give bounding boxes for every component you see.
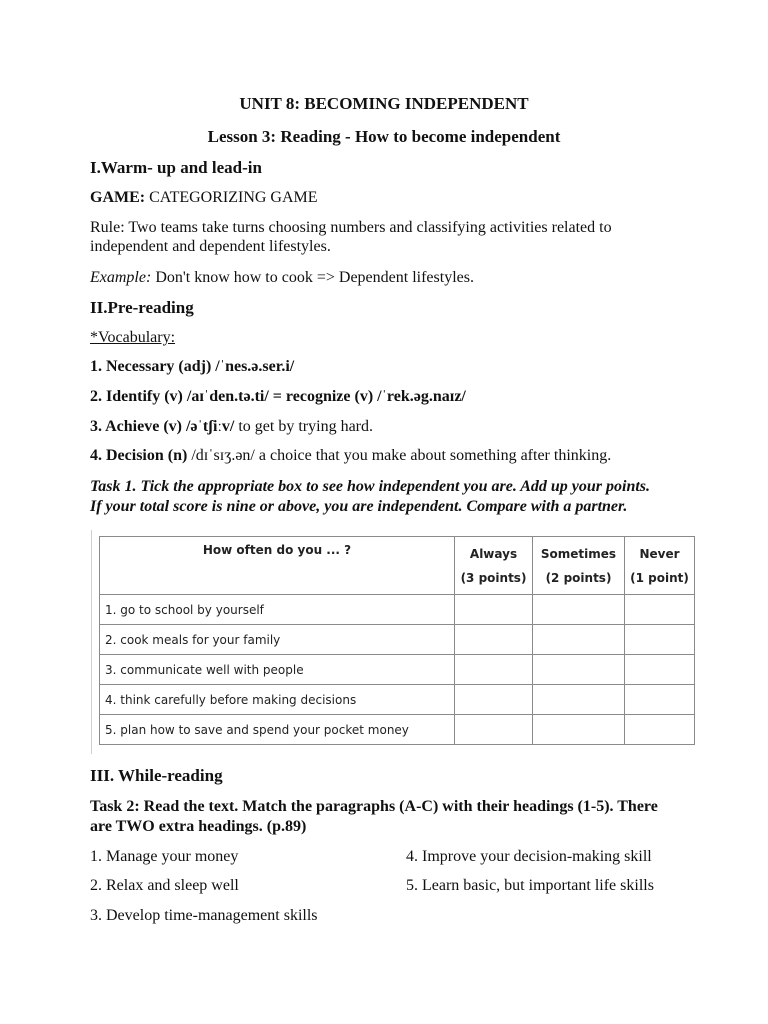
activity-cell: 3. communicate well with people — [100, 655, 455, 685]
task1-instruction-line-1: Task 1. Tick the appropriate box to see how independent you are. Add up your points. — [90, 478, 651, 495]
activity-cell: 4. think carefully before making decisions — [100, 685, 455, 715]
tick-box-never[interactable] — [625, 685, 695, 715]
section-warm-up-heading: I.Warm- up and lead-in — [90, 158, 262, 177]
heading-option: 2. Relax and sleep well — [90, 877, 239, 894]
vocab-definition: /dɪˈsɪʒ.ən/ a choice that you make about something after thinking. — [187, 447, 612, 464]
heading-option: 3. Develop time-management skills — [90, 907, 318, 924]
tick-box-never[interactable] — [625, 625, 695, 655]
tick-box-never[interactable] — [625, 655, 695, 685]
vocab-term: 3. Achieve (v) /əˈtʃiːv/ — [90, 418, 235, 435]
task1-instruction-line-2: If your total score is nine or above, you are independent. Compare with a partner. — [90, 498, 628, 515]
example-label: Example: — [90, 269, 152, 286]
activity-cell: 1. go to school by yourself — [100, 595, 455, 625]
game-label: GAME: — [90, 189, 146, 206]
section-while-reading-heading: III. While-reading — [90, 766, 223, 785]
task2-instruction-line-2: are TWO extra headings. (p.89) — [90, 818, 307, 835]
example-line — [90, 268, 474, 288]
section-pre-reading-heading: II.Pre-reading — [90, 298, 194, 317]
tick-box-always[interactable] — [455, 595, 533, 625]
tick-box-never[interactable] — [625, 715, 695, 745]
vocab-term: 1. Necessary (adj) /ˈnes.ə.ser.i/ — [90, 358, 295, 375]
column-label: Never — [639, 546, 680, 561]
vocab-item — [90, 357, 294, 377]
lesson-title: Lesson 3: Reading - How to become independent — [207, 127, 561, 146]
game-name: CATEGORIZING GAME — [145, 189, 318, 206]
column-points: (3 points) — [460, 570, 527, 585]
tick-box-sometimes[interactable] — [533, 715, 625, 745]
table-header-row — [100, 537, 695, 595]
tick-box-never[interactable] — [625, 595, 695, 625]
heading-option: 1. Manage your money — [90, 848, 239, 865]
table-header-question: How often do you ... ? — [100, 537, 455, 595]
column-label: Always — [469, 546, 518, 561]
table-row — [100, 715, 695, 745]
table-row — [100, 595, 695, 625]
image-border — [91, 530, 92, 754]
column-points: (1 point) — [630, 570, 689, 585]
tick-box-always[interactable] — [455, 715, 533, 745]
table-row — [100, 655, 695, 685]
self-assessment-table-image — [91, 530, 696, 754]
self-assessment-table — [99, 536, 695, 745]
tick-box-sometimes[interactable] — [533, 655, 625, 685]
vocab-term: 2. Identify (v) /aɪˈden.tə.ti/ = recognize (v) /ˈrek.əg.naɪz/ — [90, 388, 466, 405]
tick-box-always[interactable] — [455, 625, 533, 655]
example-text: Don't know how to cook => Dependent lifestyles. — [151, 269, 474, 286]
table-header-sometimes — [533, 537, 625, 595]
table-row — [100, 685, 695, 715]
activity-cell: 2. cook meals for your family — [100, 625, 455, 655]
table-row — [100, 625, 695, 655]
tick-box-sometimes[interactable] — [533, 625, 625, 655]
vocab-definition: to get by trying hard. — [234, 418, 373, 435]
vocabulary-heading: *Vocabulary: — [90, 329, 176, 346]
heading-option: 5. Learn basic, but important life skills — [406, 877, 654, 894]
column-label: Sometimes — [540, 546, 617, 561]
activity-cell: 5. plan how to save and spend your pocket money — [100, 715, 455, 745]
game-line — [90, 188, 318, 208]
table-header-never — [625, 537, 695, 595]
tick-box-sometimes[interactable] — [533, 685, 625, 715]
task2-instruction-line-1: Task 2: Read the text. Match the paragraphs (A-C) with their headings (1-5). There — [90, 798, 658, 815]
rule-line-1: Rule: Two teams take turns choosing numbers and classifying activities related to — [90, 219, 612, 236]
tick-box-sometimes[interactable] — [533, 595, 625, 625]
table-header-always — [455, 537, 533, 595]
vocab-item — [90, 446, 611, 466]
heading-option: 4. Improve your decision-making skill — [406, 848, 652, 865]
unit-title: UNIT 8: BECOMING INDEPENDENT — [239, 94, 529, 113]
vocab-term: 4. Decision (n) — [90, 447, 188, 464]
vocab-item — [90, 387, 466, 407]
tick-box-always[interactable] — [455, 655, 533, 685]
tick-box-always[interactable] — [455, 685, 533, 715]
column-points: (2 points) — [545, 570, 612, 585]
rule-line-2: independent and dependent lifestyles. — [90, 238, 331, 255]
vocab-item — [90, 417, 373, 437]
